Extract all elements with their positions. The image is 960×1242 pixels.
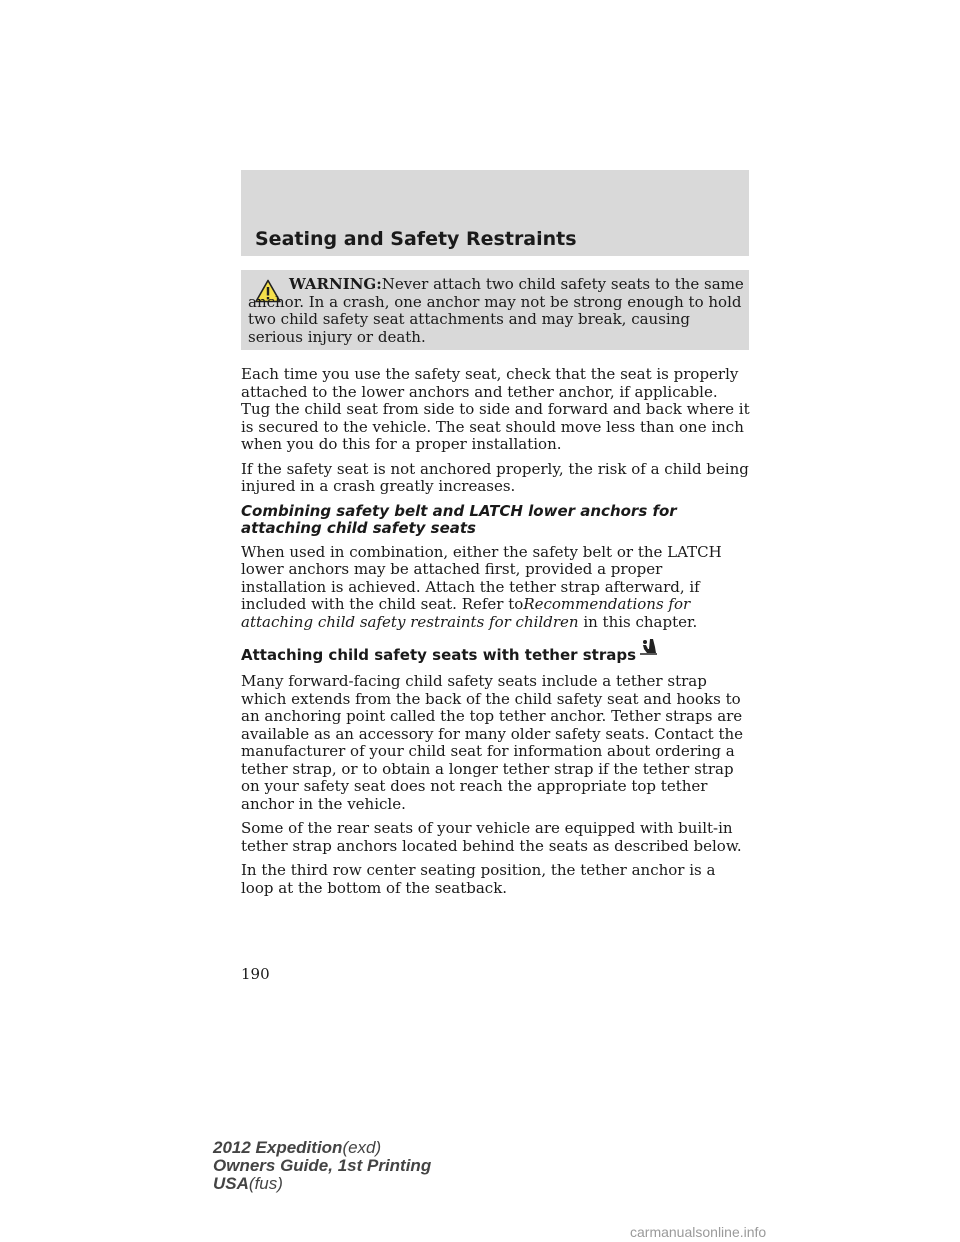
paragraph-rear-seats: Some of the rear seats of your vehicle are equipped with built-in tether strap anchors located behind the seats as described below. [241,819,742,855]
warning-box [241,270,749,350]
paragraph-check-installation: Each time you use the safety seat, check that the seat is properly attached to the lower anchors and tether anchor, if applicable. Tug the child seat from side to side and forward and back where it is secured to the vehicle. The seat should move less than one inch when you do this for a proper installation. [241,365,750,453]
footer-line-2: Owners Guide, 1st Printing [213,1156,432,1175]
page-number: 190 [241,965,270,983]
paragraph-combination [241,544,751,632]
subheading-combining: Combining safety belt and LATCH lower anchors for attaching child safety seats [241,501,677,537]
warning-body: Never attach two child safety seats to the same anchor. In a crash, one anchor may not be strong enough to hold two child safety seat attachments and may break, causing serious injury or death. [248,275,744,346]
subheading-tether-label: Attaching child safety seats with tether straps [241,646,637,664]
footer-model: 2012 Expedition [213,1138,343,1157]
section-title: Seating and Safety Restraints [255,228,577,250]
footer [213,1139,431,1193]
paragraph-tether-info: Many forward-facing child safety seats include a tether strap which extends from the back of the child safety seat and hooks to an anchoring point called the top tether anchor. Tether straps are available as an accessory for many older safety seats. Contact the manufacturer of your child seat for information about ordering a tether strap, or to obtain a longer tether strap if the tether strap on your safety seat does not reach the appropriate top tether anchor in the vehicle. [241,672,744,813]
footer-market-code: (fus) [248,1174,283,1193]
combination-text: When used in combination, either the safety belt or the LATCH lower anchors may be attached first, provided a proper installation is achieved. Attach the tether strap afterward, if included with the child seat. Refer to [241,542,722,613]
footer-market: USA [213,1174,249,1193]
subheading-tether-straps [241,638,751,664]
warning-label: WARNING: [289,275,382,293]
footer-line-3 [213,1175,431,1193]
main-content [241,366,751,904]
watermark: carmanualsonline.info [630,1224,767,1240]
footer-line-1 [213,1139,431,1157]
paragraph-risk: If the safety seat is not anchored properly, the risk of a child being injured in a crash greatly increases. [241,459,749,495]
warning-text [248,276,744,346]
combination-text-end: in this chapter. [583,612,698,631]
cross-reference-link: Recommendations for attaching child safety restraints for children [241,595,691,631]
child-seat-icon [638,638,658,656]
footer-model-code: (exd) [342,1138,382,1157]
paragraph-third-row: In the third row center seating position, the tether anchor is a loop at the bottom of the seatback. [241,861,716,897]
section-header [241,170,749,256]
